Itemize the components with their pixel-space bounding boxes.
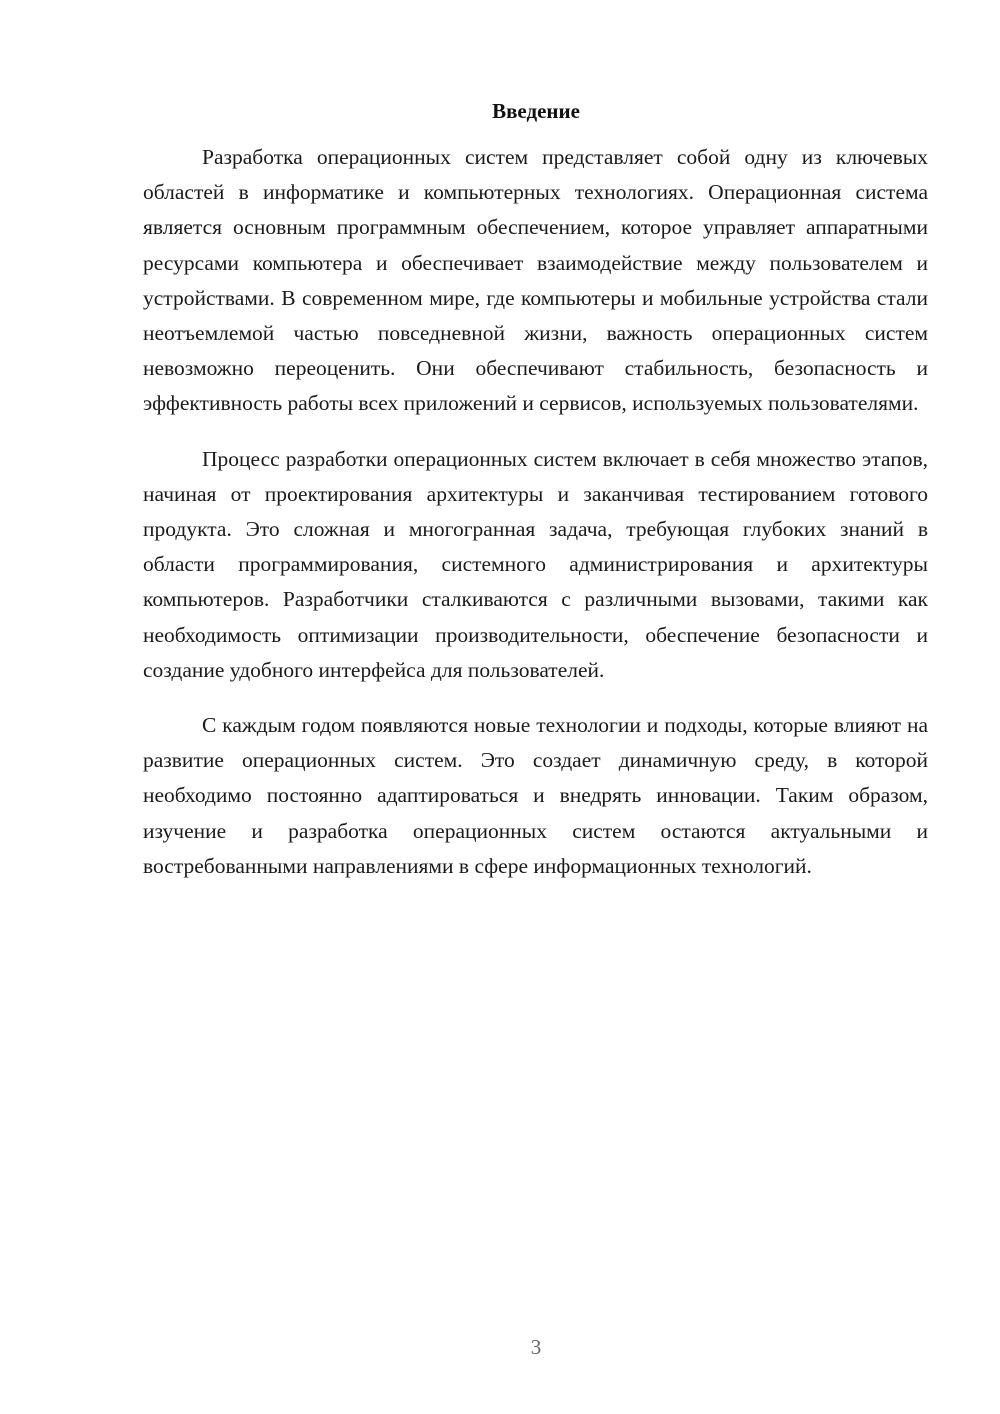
- page-number: 3: [530, 1335, 542, 1359]
- paragraph-2: Процесс разработки операционных систем включает в себя множество этапов, начиная от проектирования архитектуры и заканчивая тестированием готового продукта. Это сложная и многогранная задача, требующая глубоких знаний в области программирования, системного администрирования и архитектуры компьютеров. Разработчики сталкиваются с различными вызовами, такими как необходимость оптимизации производительности, обеспечение безопасности и создание удобного интерфейса для пользователей.: [143, 446, 928, 682]
- paragraph-3: С каждым годом появляются новые технологии и подходы, которые влияют на развитие операционных систем. Это создает динамичную среду, в которой необходимо постоянно адаптироваться и внедрять инновации. Таким образом, изучение и разработка операционных систем остаются актуальными и востребованными направлениями в сфере информационных технологий.: [143, 713, 928, 878]
- body-text: [143, 140, 928, 904]
- page-title: Введение: [492, 99, 580, 123]
- paragraph-1: Разработка операционных систем представляет собой одну из ключевых областей в информатике и компьютерных технологиях. Операционная система является основным программным обеспечением, которое управляет аппаратными ресурсами компьютера и обеспечивает взаимодействие между пользователем и устройствами. В современном мире, где компьютеры и мобильные устройства стали неотъемлемой частью повседневной жизни, важность операционных систем невозможно переоценить. Они обеспечивают стабильность, безопасность и эффективность работы всех приложений и сервисов, используемых пользователями.: [143, 145, 928, 416]
